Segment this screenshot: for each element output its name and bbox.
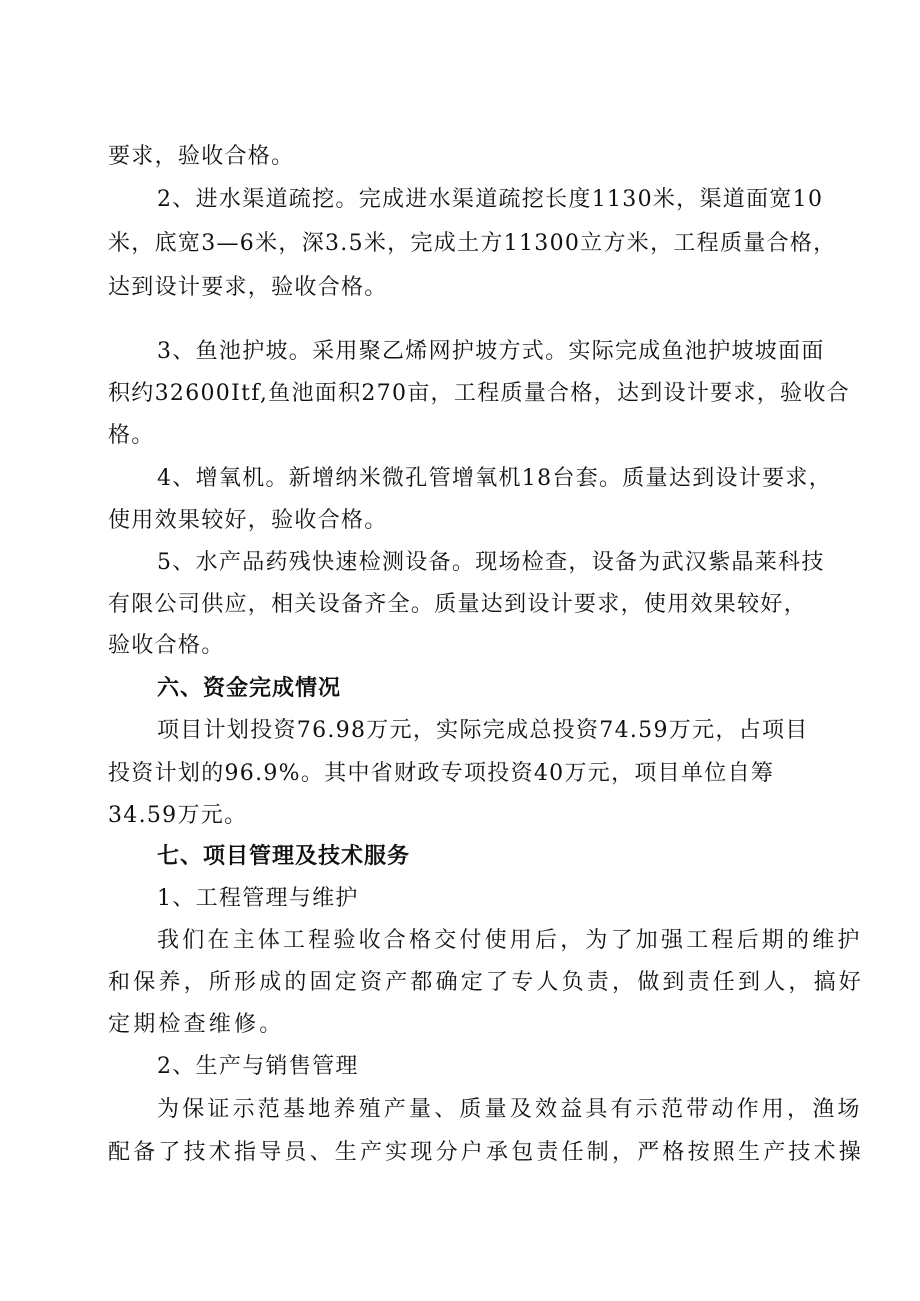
section-heading: 六、资金完成情况 <box>157 676 342 701</box>
subsection-heading: 2、生产与销售管理 <box>157 1054 359 1079</box>
paragraph-line: 5、水产品药残快速检测设备。现场检查，设备为武汉紫晶莱科技 <box>157 550 825 575</box>
paragraph-line: 格。 <box>108 423 155 448</box>
paragraph-line: 达到设计要求，验收合格。 <box>108 275 388 300</box>
paragraph-line: 4、增氧机。新增纳米微孔管增氧机18台套。质量达到设计要求， <box>157 466 832 491</box>
paragraph-line: 项目计划投资76.98万元，实际完成总投资74.59万元，占项目 <box>157 718 809 743</box>
subsection-heading: 1、工程管理与维护 <box>157 886 359 911</box>
section-heading: 七、项目管理及技术服务 <box>157 844 411 869</box>
paragraph-line: 我们在主体工程验收合格交付使用后，为了加强工程后期的维护 <box>157 928 863 953</box>
paragraph-line: 米，底宽3—6米，深3.5米，完成土方11300立方米，工程质量合格， <box>108 231 837 256</box>
paragraph-line: 34.59万元。 <box>108 803 248 828</box>
paragraph-line: 3、鱼池护坡。采用聚乙烯网护坡方式。实际完成鱼池护坡坡面面 <box>157 339 825 364</box>
paragraph-line: 要求，验收合格。 <box>108 144 295 169</box>
paragraph-line: 2、进水渠道疏挖。完成进水渠道疏挖长度1130米，渠道面宽10 <box>157 187 824 212</box>
paragraph-line: 投资计划的96.9%。其中省财政专项投资40万元，项目单位自筹 <box>108 761 775 786</box>
paragraph-line: 有限公司供应，相关设备齐全。质量达到设计要求，使用效果较好， <box>108 592 808 617</box>
paragraph-line: 使用效果较好，验收合格。 <box>108 508 388 533</box>
paragraph-line: 验收合格。 <box>108 633 225 658</box>
paragraph-line: 定期检查维修。 <box>108 1012 285 1037</box>
paragraph-line: 配备了技术指导员、生产实现分户承包责任制，严格按照生产技术操 <box>108 1140 865 1165</box>
paragraph-line: 和保养，所形成的固定资产都确定了专人负责，做到责任到人，搞好 <box>108 970 865 995</box>
paragraph-line: 为保证示范基地养殖产量、质量及效益具有示范带动作用，渔场 <box>157 1097 863 1122</box>
paragraph-line: 积约32600Itf,鱼池面积270亩，工程质量合格，达到设计要求，验收合 <box>108 381 850 406</box>
